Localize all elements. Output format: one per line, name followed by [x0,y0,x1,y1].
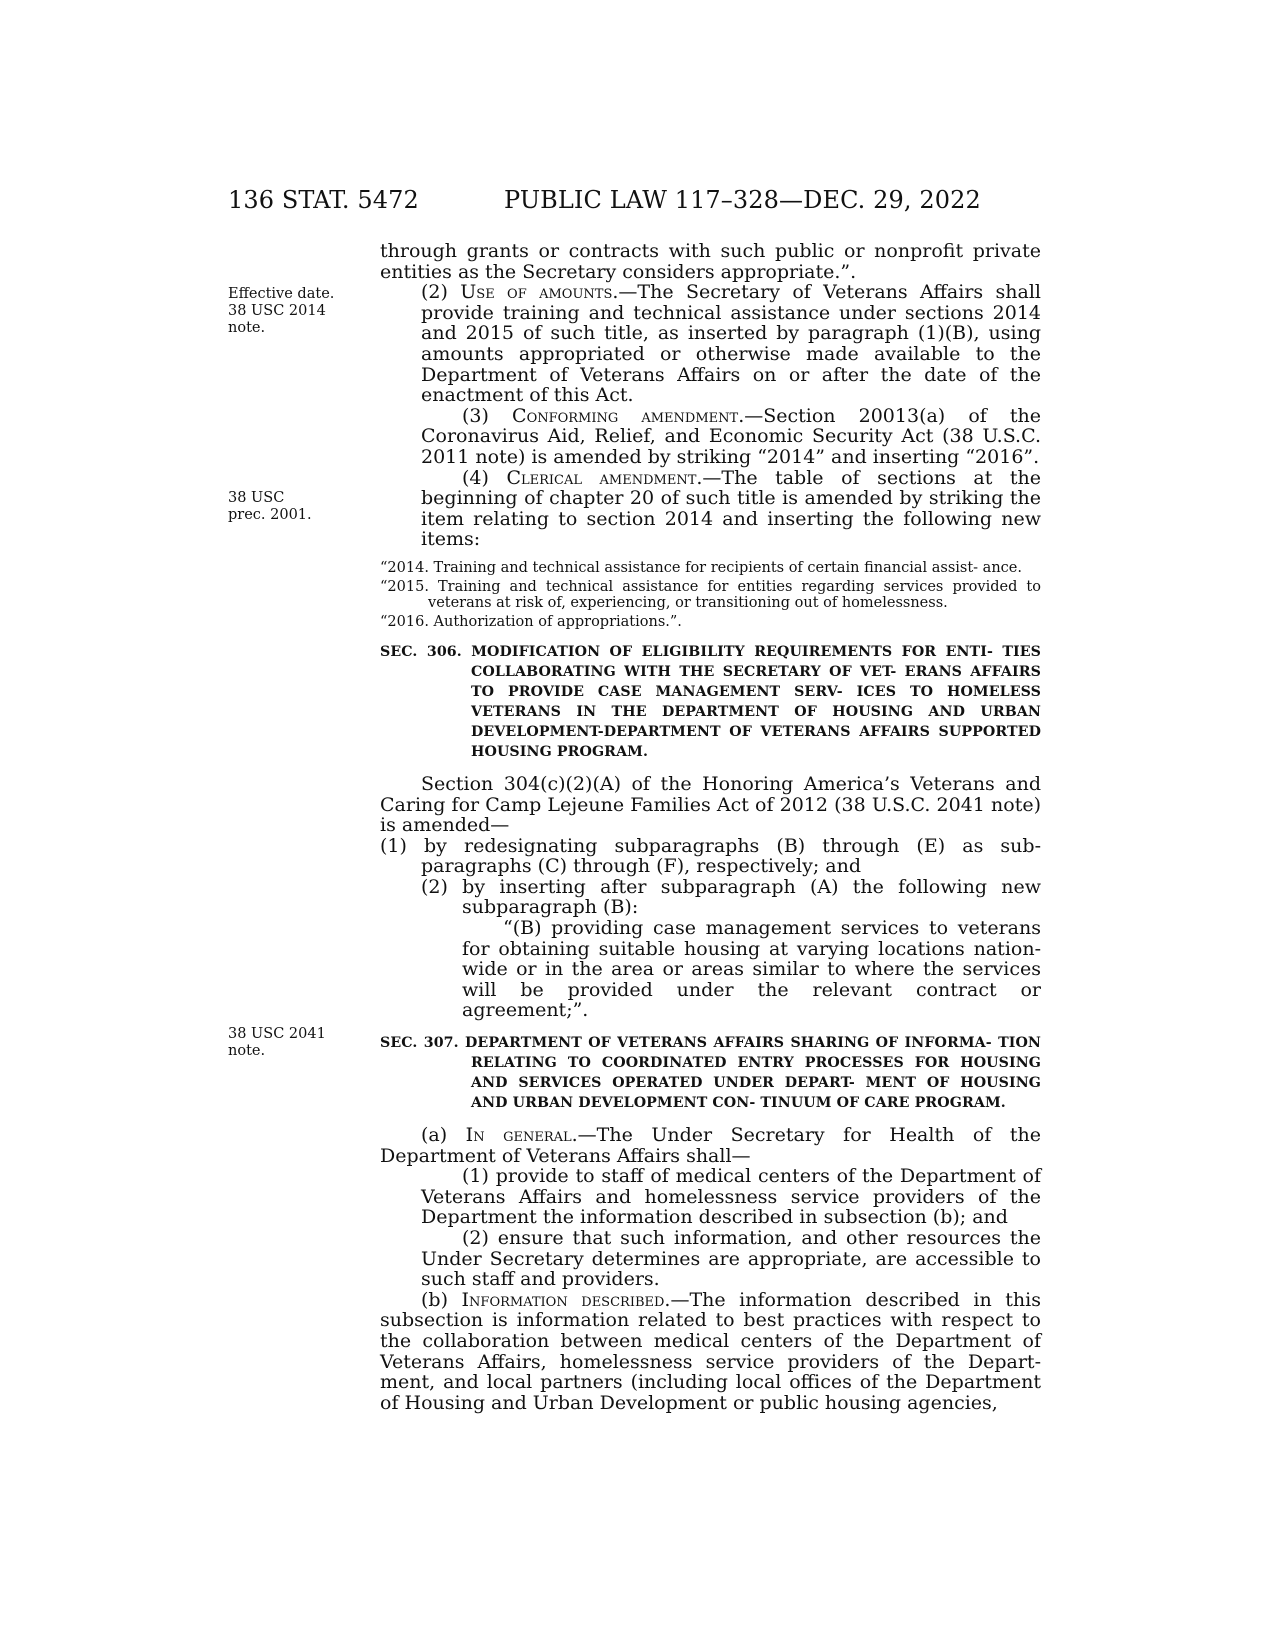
margin-note-line: 38 USC [228,490,285,506]
section-306-heading: SEC. 306. MODIFICATION OF ELIGIBILITY REQUIREMENTS FOR ENTI- TIES COLLABORATING WITH THE SECRETARY OF VET- ERANS AFFAIRS TO PROVIDE CASE MANAGEMENT SERV- ICES TO HOMELESS VETERANS IN THE DEPARTMENT OF HOUSING AND URBAN DEVELOPMENT-DEPARTMENT OF VETERANS AFFAIRS SUPPORTED HOUSING PROGRAM. [380,643,1041,760]
margin-note-line: 38 USC 2014 [228,303,326,319]
toc-item: “2014. Training and technical assistance for recipients of certain financial assist- ance. [380,559,1022,576]
public-law-citation: PUBLIC LAW 117–328—DEC. 29, 2022 [504,186,981,214]
margin-note-prec-2001 [228,490,348,524]
table-of-sections-insert [380,560,1041,630]
continuation-paragraph: through grants or contracts with such public or nonprofit private entities as the Secretary considers appropriate.”. [380,240,1041,283]
margin-note-line: Effective date. [228,286,335,302]
subsection-a-item-1: (1) provide to staff of medical centers of the Department of Veterans Affairs and homelessness service providers of the Department the information described in subsection (b); and [421,1165,1041,1229]
paragraph-conforming-amendment: (3) Conforming amendment.—Section 20013(a) of the Coronavirus Aid, Relief, and Economic Security Act (38 U.S.C. 2011 note) is amended by striking “2014” and inserting “2016”. [421,404,1042,468]
section-306-intro: Section 304(c)(2)(A) of the Honoring America’s Veterans and Caring for Camp Lejeune Families Act of 2012 (38 U.S.C. 2041 note) is amended— [380,772,1041,837]
subsection-a-item-2: (2) ensure that such information, and other resources the Under Secretary determines are appropriate, are accessible to such staff and providers. [421,1227,1041,1291]
margin-note-line: note. [228,320,266,336]
toc-item: “2016. Authorization of appropriations.”. [380,613,682,630]
section-307-heading: SEC. 307. DEPARTMENT OF VETERANS AFFAIRS SHARING OF INFORMA- TION RELATING TO COORDINATED ENTRY PROCESSES FOR HOUSING AND SERVICES OPERATED UNDER DEPART- MENT OF HOUSING AND URBAN DEVELOPMENT CON- TINUUM OF CARE PROGRAM. [380,1035,1041,1112]
margin-note-line: note. [228,1043,266,1059]
margin-note-line: prec. 2001. [228,507,312,523]
margin-note-2041 [228,1026,348,1060]
body-text [380,241,1041,1413]
margin-note-effective-date [228,286,348,337]
paragraph-clerical-amendment: (4) Clerical amendment.—The table of sections at the beginning of chapter 20 of such title is amended by striking the item relating to section 2014 and inserting the following new items: [421,466,1041,551]
subsection-a-in-general: (a) In general.—The Under Secretary for Health of the Department of Veterans Affairs shall— [380,1124,1041,1167]
paragraph-use-of-amounts: (2) Use of amounts.—The Secretary of Veterans Affairs shall provide training and technical assistance under sections 2014 and 2015 of such title, as inserted by paragraph (1)(B), using amounts appropriated or otherwise made available to the Department of Veterans Affairs on or after the date of the enactment of this Act. [421,281,1041,407]
toc-item: “2015. Training and technical assistance for entities regarding services provided to veterans at risk of, experiencing, or transitioning out of homelessness. [380,578,1041,611]
statute-page-number: 136 STAT. 5472 [228,186,419,214]
section-306-item-1: (1) by redesignating subparagraphs (B) through (E) as sub- paragraphs (C) through (F), respectively; and [380,834,1041,878]
section-306-quoted-subparagraph: “(B) providing case management services to veterans for obtaining suitable housing at varying locations nation- wide or in the area or areas similar to where the services will be provided under the relevant contract or agreement;”. [462,917,1041,1022]
subsection-b-information-described: (b) Information described.—The information described in this subsection is information related to best practices with respect to the collaboration between medical centers of the Department of Veterans Affairs, homelessness service providers of the Depart- ment, and local partners (including local offices of the Department of Housing and Urban Development or public housing agencies, [380,1288,1041,1414]
section-306-item-2: (2) by inserting after subparagraph (A) the following new subparagraph (B): [421,875,1041,919]
margin-note-line: 38 USC 2041 [228,1026,326,1042]
